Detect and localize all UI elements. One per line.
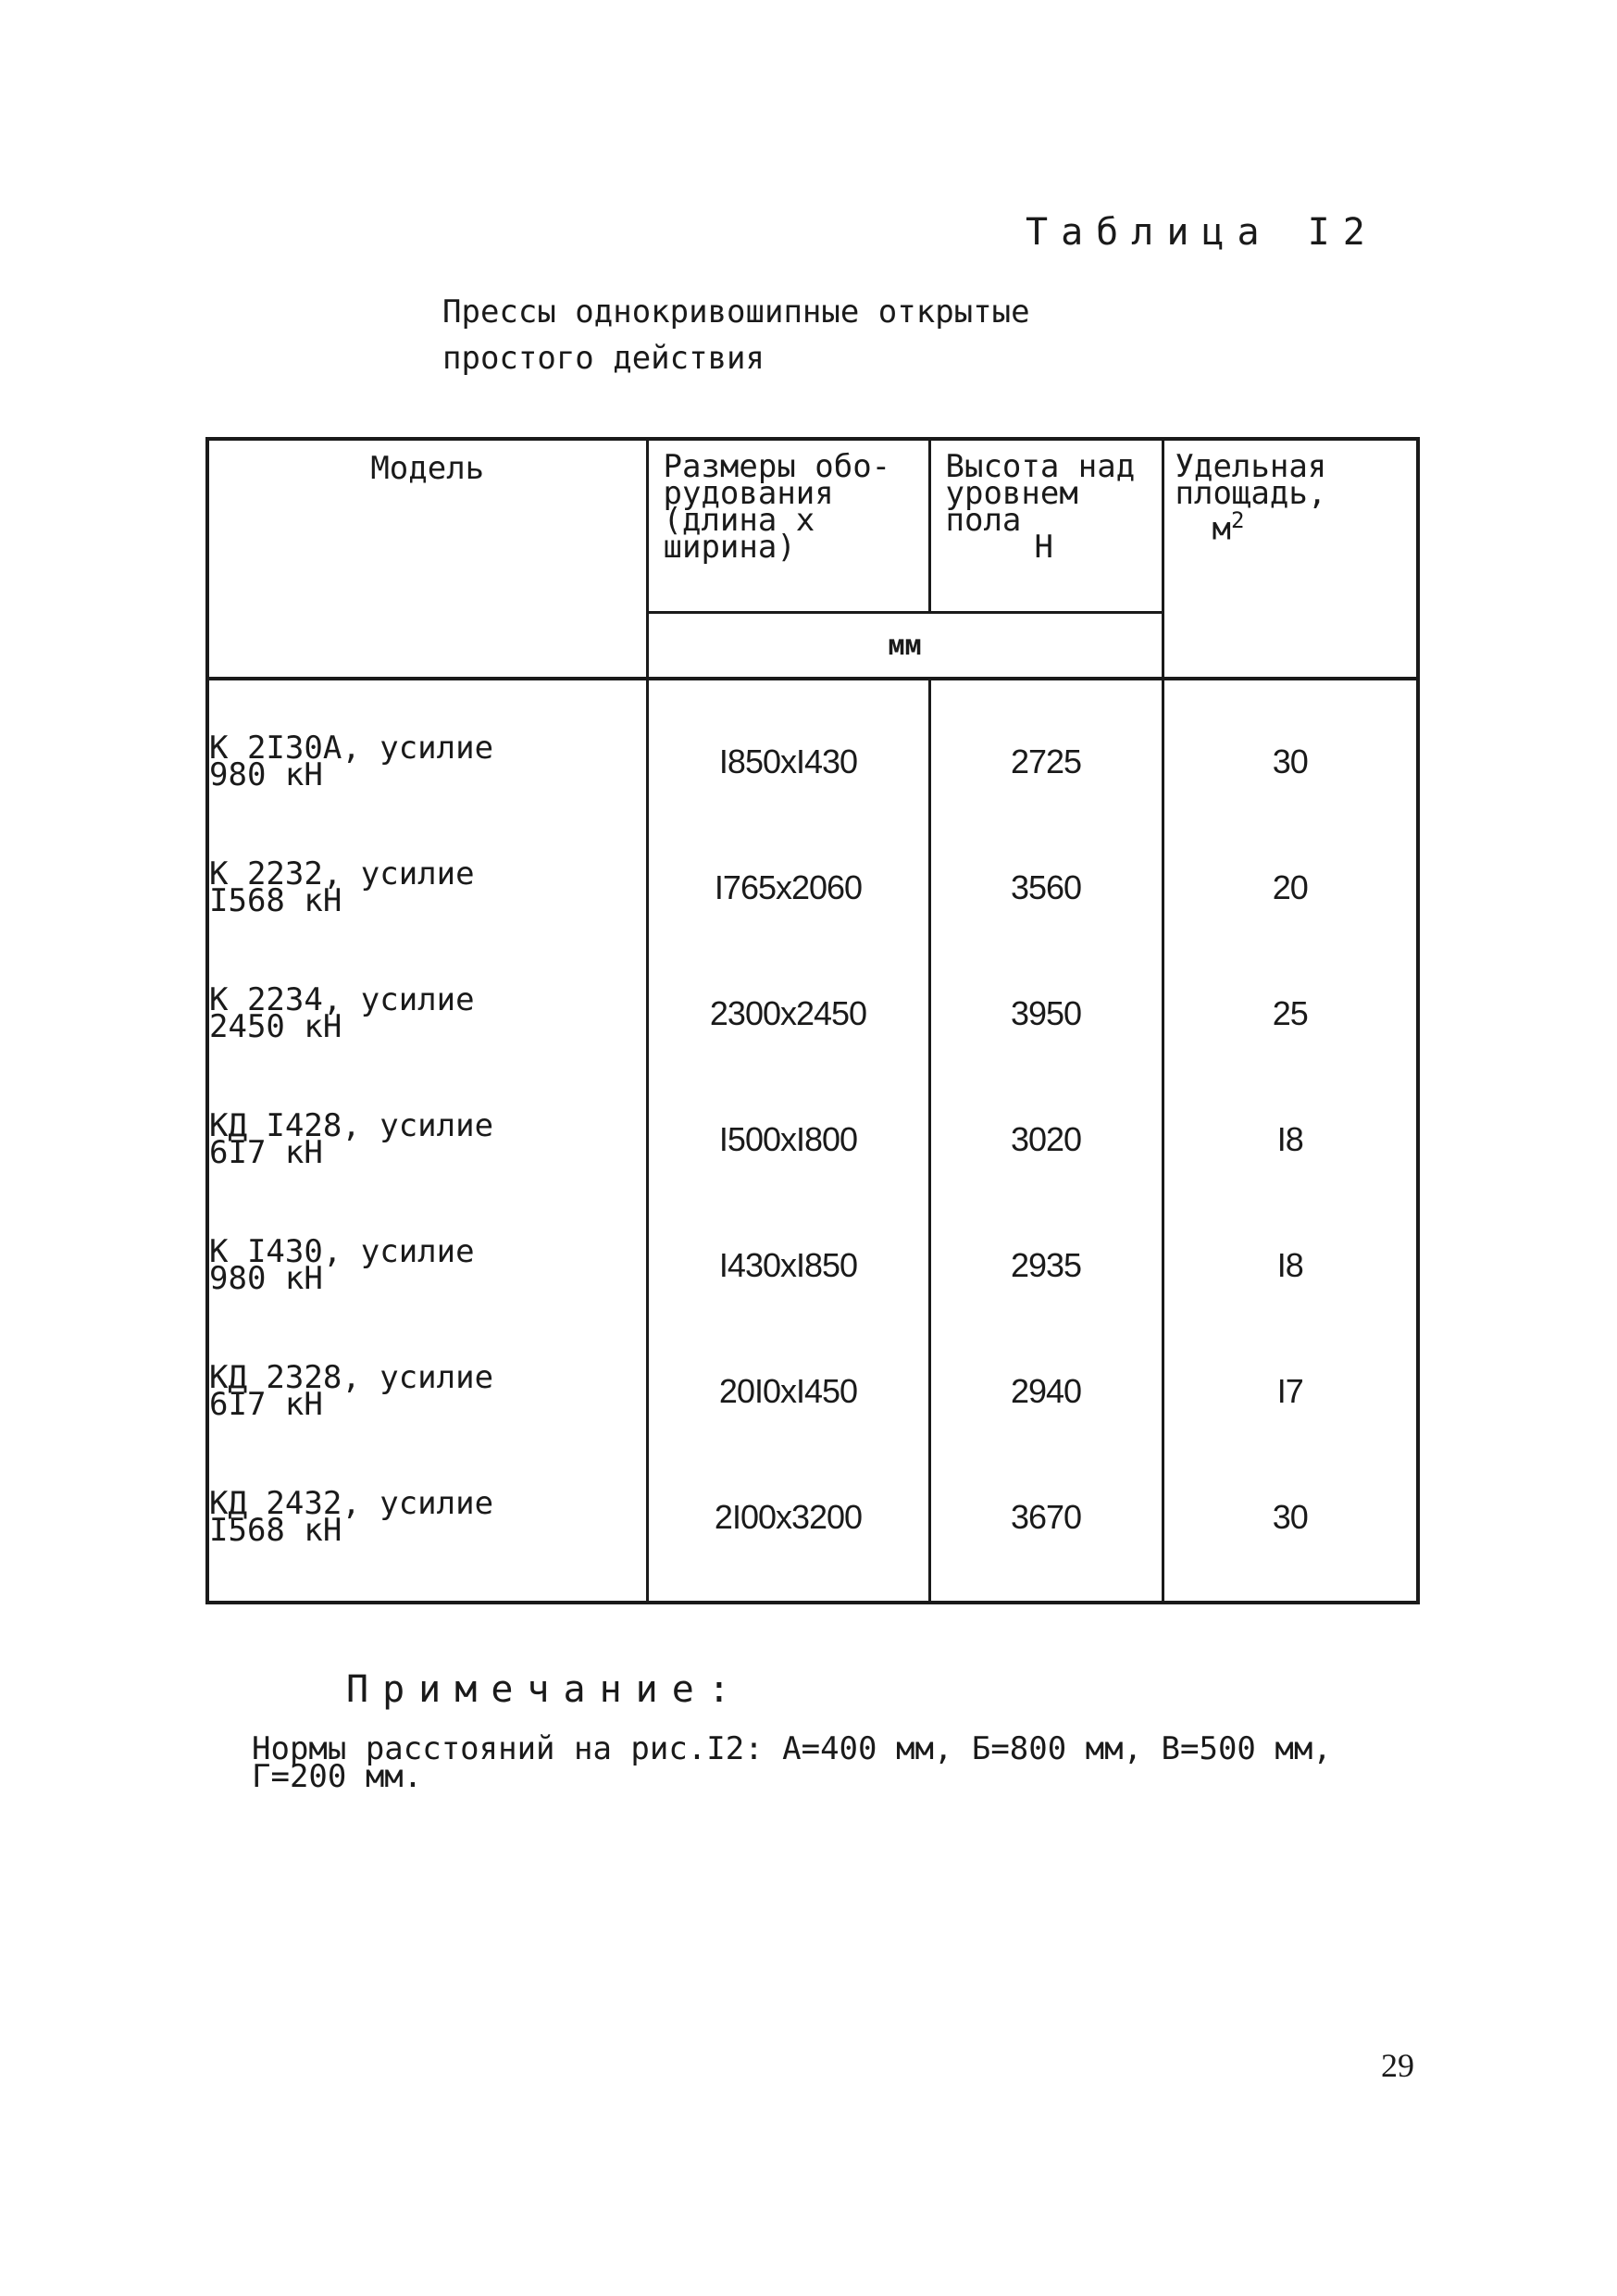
cell-area: 30 [1163,1454,1418,1603]
cell-area: 20 [1163,825,1418,951]
table-label: Таблица I2 [1026,211,1378,254]
model-line-1: К 2232, усилие [209,855,475,892]
header-dimensions-line-2: рудования [663,475,834,512]
note-text [252,1730,1332,1795]
header-row [207,439,1418,613]
cell-height: 3950 [929,951,1163,1077]
model-line-1: К 2234, усилие [209,981,475,1018]
header-area-unit-exponent: 2 [1230,507,1245,533]
model-line-2: 980 кН [209,756,323,793]
table-row [207,679,1418,825]
cell-model [207,1077,647,1203]
cell-height: 2940 [929,1329,1163,1454]
header-unit-mm: мм [647,613,1163,680]
header-model: Модель [207,439,647,679]
header-dimensions-line-3: (длина х [663,502,815,539]
model-line-2: 980 кН [209,1260,323,1297]
cell-area: 25 [1163,951,1418,1077]
model-line-2: I568 кН [209,1512,342,1549]
cell-height: 3670 [929,1454,1163,1603]
model-line-1: КД I428, усилие [209,1107,494,1144]
model-line-2: 6I7 кН [209,1386,323,1423]
cell-dimensions: I500хI800 [647,1077,929,1203]
table-row [207,1077,1418,1203]
table-row [207,1454,1418,1603]
header-area-line-1: Удельная [1175,448,1327,485]
cell-model [207,1329,647,1454]
cell-dimensions: 20I0хI450 [647,1329,929,1454]
cell-height: 3560 [929,825,1163,951]
table-row [207,951,1418,1077]
cell-area: I8 [1163,1203,1418,1329]
header-area-unit-base: м [1212,510,1231,548]
note-line-1: Нормы расстояний на рис.I2: А=400 мм, Б=800 мм, В=500 мм, [252,1730,1332,1767]
table-row [207,1329,1418,1454]
header-height [929,439,1163,613]
header-height-symbol: Н [1034,529,1053,566]
header-area-line-2: площадь, [1175,475,1327,512]
model-line-2: 2450 кН [209,1008,342,1045]
header-height-line-2: уровнем [945,475,1078,512]
cell-height: 3020 [929,1077,1163,1203]
header-area-unit [1175,507,1412,548]
model-line-2: 6I7 кН [209,1134,323,1171]
note-line-2: Г=200 мм. [252,1758,423,1795]
cell-dimensions: 2I00х3200 [647,1454,929,1603]
header-dimensions [647,439,929,613]
cell-model [207,679,647,825]
cell-height: 2935 [929,1203,1163,1329]
cell-area: 30 [1163,679,1418,825]
cell-dimensions: I765х2060 [647,825,929,951]
cell-area: I8 [1163,1077,1418,1203]
cell-model [207,825,647,951]
header-area [1163,439,1418,679]
model-line-1: КД 2432, усилие [209,1485,494,1522]
cell-model [207,1454,647,1603]
table-caption [442,289,1030,381]
header-height-line-3: пола [945,502,1022,539]
caption-line-1: Прессы однокривошипные открытые [442,293,1030,331]
header-dimensions-line-4: ширина) [663,529,796,566]
table-row [207,1203,1418,1329]
model-line-2: I568 кН [209,882,342,919]
model-line-1: КД 2328, усилие [209,1359,494,1396]
cell-dimensions: I850хI430 [647,679,929,825]
cell-model [207,1203,647,1329]
cell-dimensions: I430хI850 [647,1203,929,1329]
model-line-1: К I430, усилие [209,1233,475,1270]
note-title: Примечание: [346,1668,744,1711]
header-dimensions-line-1: Размеры обо- [663,448,891,485]
model-line-1: К 2I30А, усилие [209,730,494,767]
cell-area: I7 [1163,1329,1418,1454]
cell-dimensions: 2300х2450 [647,951,929,1077]
cell-model [207,951,647,1077]
caption-line-2: простого действия [442,340,765,377]
cell-height: 2725 [929,679,1163,825]
header-height-line-1: Высота над [945,448,1136,485]
presses-table [205,437,1420,1604]
table-row [207,825,1418,951]
page-number: 29 [1381,2047,1414,2084]
